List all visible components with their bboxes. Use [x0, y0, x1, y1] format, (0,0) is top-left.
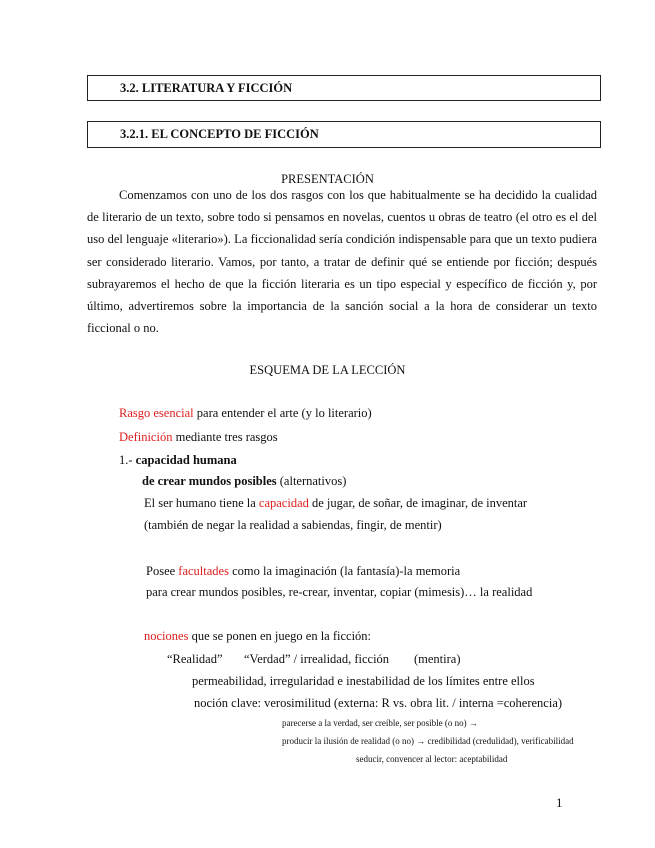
section-title: 3.2. LITERATURA Y FICCIÓN — [120, 81, 293, 95]
presentation-heading: PRESENTACIÓN — [281, 172, 374, 186]
item1-sub-bold: de crear mundos posibles — [142, 474, 277, 488]
small-line-3: seducir, convencer al lector: aceptabilidad — [356, 754, 508, 764]
posee-post: como la imaginación (la fantasía)-la memoria — [228, 564, 461, 578]
item1-line — [119, 453, 237, 468]
verdad-text: “Verdad” / irrealidad, ficción — [244, 652, 390, 666]
tambien-line: (también de negar la realidad a sabiendas, fingir, de mentir) — [144, 518, 442, 532]
section-title-box — [87, 75, 601, 101]
small-line-2: producir la ilusión de realidad (o no) → credibilidad (credulidad), verificabilidad — [282, 736, 574, 746]
posee-line — [146, 564, 460, 579]
item1-bold: capacidad humana — [135, 453, 237, 467]
realidad-text: “Realidad” — [167, 652, 223, 666]
subsection-title-box — [87, 121, 601, 148]
item1-sub-text: (alternativos) — [276, 474, 347, 488]
ser-humano-post: de jugar, de soñar, de imaginar, de inventar — [308, 496, 528, 510]
definicion-label: Definición — [119, 430, 173, 444]
para-crear-line: para crear mundos posibles, re-crear, inventar, copiar (mimesis)… la realidad — [146, 585, 533, 599]
rasgo-line — [119, 406, 372, 421]
mentira-text: (mentira) — [414, 652, 461, 666]
nocion-clave-line: noción clave: verosimilitud (externa: R vs. obra lit. / interna =coherencia) — [194, 696, 563, 710]
posee-pre: Posee — [146, 564, 179, 578]
ser-humano-pre: El ser humano tiene la — [144, 496, 259, 510]
small-line-1: parecerse a la verdad, ser creíble, ser posible (o no) → — [282, 718, 478, 728]
presentation-text: Comenzamos con uno de los dos rasgos con los que habitualmente se ha decidido la cualidad de literario de un texto, sobre todo si pensamos en novelas, cuentos u obras de teatro (el otro es el del uso del lenguaje «literario»). La ficcionalidad sería condición indispensable para que un texto pudiera ser considerado literario. Vamos, por tanto, a tratar de definir qué se entiende por ficción; después subrayaremos el hecho de que la ficción literaria es un tipo especial y específico de ficción y, por último, advertiremos sobre la importancia de la sanción social a la hora de considerar un texto ficcional o no. — [87, 188, 597, 336]
posee-red: facultades — [178, 564, 229, 578]
schema-heading: ESQUEMA DE LA LECCIÓN — [249, 363, 406, 377]
page-number: 1 — [556, 795, 563, 810]
presentation-paragraph — [87, 184, 597, 339]
rasgo-text: para entender el arte (y lo literario) — [193, 406, 372, 420]
ser-humano-red: capacidad — [258, 496, 309, 510]
nociones-red: nociones — [144, 629, 189, 643]
permeabilidad-line: permeabilidad, irregularidad e inestabilidad de los límites entre ellos — [192, 674, 535, 688]
definicion-text: mediante tres rasgos — [172, 430, 278, 444]
rasgo-label: Rasgo esencial — [119, 406, 194, 420]
item1-sub-line — [142, 474, 346, 489]
item1-prefix: 1.- — [119, 453, 136, 467]
subsection-title: 3.2.1. EL CONCEPTO DE FICCIÓN — [120, 127, 319, 141]
nociones-post: que se ponen en juego en la ficción: — [188, 629, 372, 643]
definicion-line — [119, 430, 278, 445]
ser-humano-line — [144, 496, 527, 511]
nociones-line — [144, 629, 371, 644]
